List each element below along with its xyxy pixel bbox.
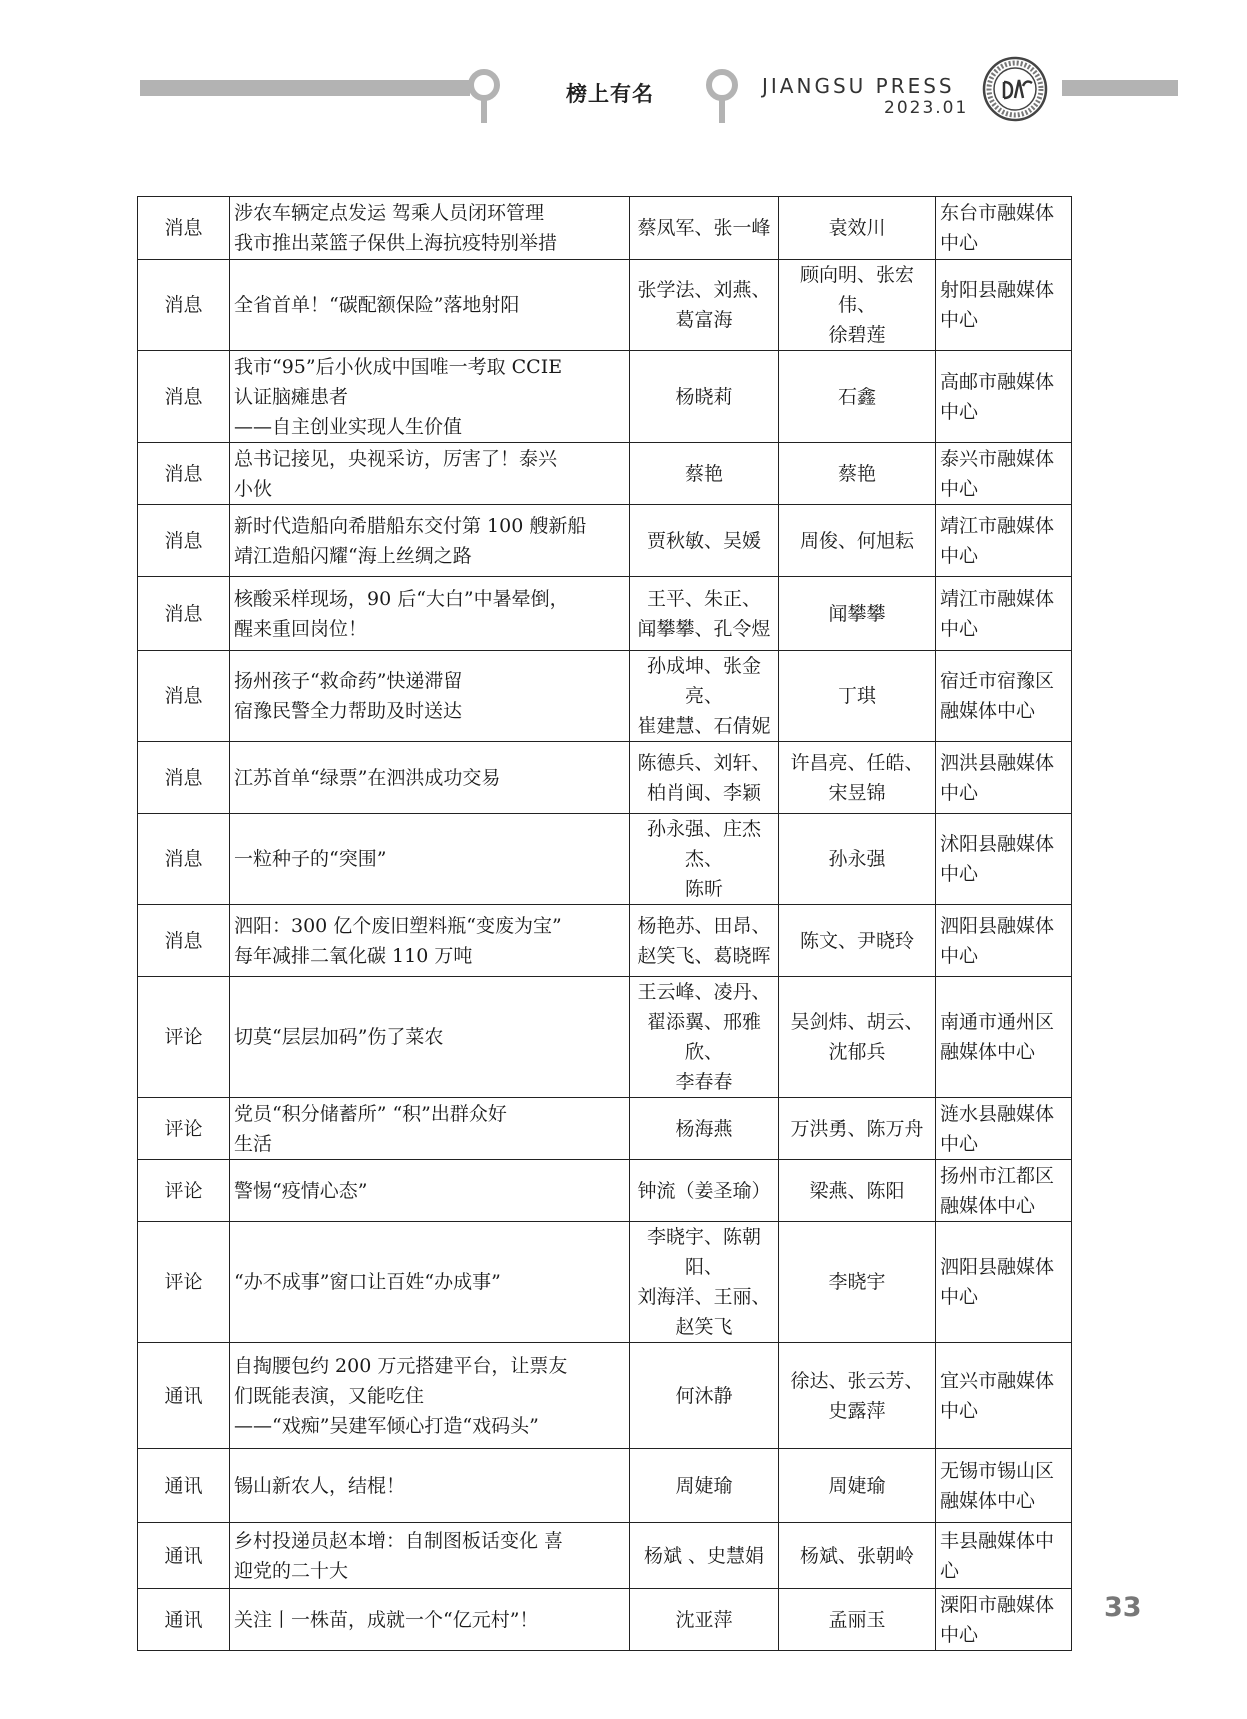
unit-cell-line: 中心 [940, 232, 979, 254]
authors-cell-line: 何沐静 [675, 1384, 733, 1407]
editors-cell-line: 万洪勇、陈万舟 [790, 1117, 924, 1140]
unit-cell-line: 中心 [940, 617, 979, 640]
table-row [138, 1523, 1072, 1589]
unit-cell-line: 泗阳县融媒体 [940, 1256, 1055, 1278]
unit-cell [936, 351, 1072, 443]
category-cell: 通讯 [138, 1449, 230, 1523]
unit-cell [936, 905, 1072, 977]
category-cell: 消息 [138, 814, 230, 905]
title-cell-line: 扬州孩子“救命药”快递滞留 [234, 670, 463, 692]
editors-cell-line: 周俊、何旭耘 [799, 529, 914, 552]
unit-cell-line: 泗阳县融媒体 [940, 914, 1055, 937]
unit-cell-line: 中心 [940, 544, 979, 567]
editors-cell-line: 李晓宇 [828, 1271, 886, 1293]
editors-cell-line: 周婕瑜 [828, 1474, 886, 1497]
category-cell: 消息 [138, 742, 230, 814]
title-cell [230, 977, 630, 1098]
unit-cell [936, 260, 1072, 351]
title-cell [230, 1098, 630, 1160]
editors-cell-line: 孟丽玉 [828, 1608, 886, 1631]
unit-cell [936, 1449, 1072, 1523]
authors-cell-line: 蔡凤军、张一峰 [637, 217, 771, 239]
editors-cell-line: 徐达、张云芳、 [790, 1369, 924, 1392]
unit-cell-line: 融媒体中心 [940, 700, 1036, 722]
authors-cell [630, 1160, 779, 1222]
title-cell-line: ——“戏痴”吴建军倾心打造“戏码头” [234, 1414, 539, 1437]
unit-cell-line: 融媒体中心 [940, 1041, 1036, 1063]
editors-cell-line: 许昌亮、任皓、 [790, 751, 924, 774]
editors-cell-line: 顾向明、张宏伟、 [799, 264, 914, 316]
unit-cell-line: 中心 [940, 400, 979, 423]
table-row [138, 505, 1072, 577]
table-row [138, 977, 1072, 1098]
unit-cell-line: 心 [940, 1559, 960, 1582]
unit-cell-line: 中心 [940, 863, 979, 885]
table-row [138, 1160, 1072, 1222]
title-cell-line: 迎党的二十大 [234, 1559, 349, 1582]
title-cell-line: 江苏首单“绿票”在泗洪成功交易 [234, 766, 501, 789]
unit-cell-line: 东台市融媒体 [940, 202, 1055, 224]
title-cell-line: 党员“积分储蓄所” “积”出群众好 [234, 1102, 507, 1125]
unit-cell-line: 中心 [940, 1399, 979, 1422]
authors-cell [630, 651, 779, 742]
title-cell-line: 关注丨一株苗，成就一个“亿元村”！ [234, 1608, 539, 1631]
authors-cell [630, 197, 779, 260]
authors-cell-line: 柏肖闽、李颖 [646, 781, 761, 804]
authors-cell [630, 443, 779, 505]
unit-cell [936, 197, 1072, 260]
title-cell [230, 1449, 630, 1523]
category-cell: 评论 [138, 1098, 230, 1160]
unit-cell-line: 中心 [940, 1623, 979, 1646]
title-cell [230, 905, 630, 977]
category-cell: 通讯 [138, 1523, 230, 1589]
unit-cell-line: 融媒体中心 [940, 1194, 1036, 1217]
unit-cell-line: 南通市通州区 [940, 1011, 1055, 1033]
editors-cell-line: 徐碧莲 [828, 324, 886, 346]
unit-cell-line: 泰兴市融媒体 [940, 447, 1055, 470]
table-row [138, 260, 1072, 351]
editors-cell-line: 蔡艳 [837, 462, 876, 485]
title-cell-line: 切莫“层层加码”伤了菜农 [234, 1026, 444, 1048]
table-row [138, 197, 1072, 260]
authors-cell [630, 1098, 779, 1160]
title-cell [230, 1343, 630, 1449]
category-cell: 评论 [138, 977, 230, 1098]
table-row [138, 905, 1072, 977]
authors-cell-line: 孙成坤、张金亮、 [646, 655, 761, 707]
title-cell [230, 1523, 630, 1589]
unit-cell-line: 泗洪县融媒体 [940, 751, 1055, 774]
editors-cell-line: 吴剑炜、胡云、 [790, 1011, 924, 1033]
editors-cell-line: 史露萍 [828, 1399, 886, 1422]
title-cell-line: 小伙 [234, 477, 273, 500]
title-cell [230, 1160, 630, 1222]
unit-cell [936, 651, 1072, 742]
authors-cell-line: 贾秋敏、吴媛 [646, 529, 761, 552]
category-cell: 消息 [138, 577, 230, 651]
unit-cell-line: 涟水县融媒体 [940, 1102, 1055, 1125]
authors-cell-line: 杨艳苏、田昂、 [637, 914, 771, 937]
title-cell [230, 577, 630, 651]
title-cell-line: 锡山新农人，结棍！ [234, 1474, 406, 1497]
unit-cell-line: 沭阳县融媒体 [940, 833, 1055, 855]
title-cell-line: ——自主创业实现人生价值 [234, 415, 463, 438]
unit-cell-line: 宜兴市融媒体 [940, 1369, 1055, 1392]
title-cell [230, 197, 630, 260]
table-row [138, 1449, 1072, 1523]
category-cell: 消息 [138, 905, 230, 977]
unit-cell-line: 中心 [940, 1286, 979, 1308]
editors-cell [779, 742, 936, 814]
authors-cell [630, 577, 779, 651]
table-row [138, 351, 1072, 443]
table-row [138, 1589, 1072, 1651]
title-cell [230, 260, 630, 351]
table-row [138, 742, 1072, 814]
title-cell-line: 警惕“疫情心态” [234, 1179, 368, 1202]
editors-cell-line: 孙永强 [828, 848, 886, 870]
issue-number: 2023.01 [884, 98, 969, 118]
category-cell: 消息 [138, 505, 230, 577]
title-cell [230, 814, 630, 905]
title-cell [230, 505, 630, 577]
title-cell-line: 核酸采样现场，90 后“大白”中暑晕倒， [234, 587, 569, 610]
title-cell-line: 我市“95”后小伙成中国唯一考取 CCIE [234, 355, 563, 378]
editors-cell [779, 651, 936, 742]
editors-cell-line: 闻攀攀 [828, 602, 886, 625]
authors-cell-line: 刘海洋、王丽、 [637, 1286, 771, 1308]
editors-cell-line: 陈文、尹晓玲 [799, 929, 914, 952]
unit-cell-line: 宿迁市宿豫区 [940, 670, 1055, 692]
header-bar-left [140, 80, 470, 96]
title-cell-line: 每年减排二氧化碳 110 万吨 [234, 944, 473, 967]
title-cell-line: 全省首单！“碳配额保险”落地射阳 [234, 294, 520, 316]
title-cell [230, 443, 630, 505]
title-cell-line: “办不成事”窗口让百姓“办成事” [234, 1271, 501, 1293]
association-seal-icon [982, 56, 1048, 122]
unit-cell [936, 443, 1072, 505]
unit-cell [936, 742, 1072, 814]
press-name: JIANGSU PRESS [762, 74, 955, 98]
authors-cell-line: 杨斌 、史慧娟 [643, 1544, 765, 1567]
category-cell: 消息 [138, 443, 230, 505]
table-row [138, 814, 1072, 905]
authors-cell-line: 蔡艳 [684, 462, 723, 485]
unit-cell [936, 977, 1072, 1098]
unit-cell [936, 1343, 1072, 1449]
unit-cell-line: 中心 [940, 781, 979, 804]
authors-cell [630, 905, 779, 977]
title-cell-line: 涉农车辆定点发运 驾乘人员闭环管理 [234, 202, 545, 224]
title-cell-line: 一粒种子的“突围” [234, 848, 387, 870]
unit-cell-line: 融媒体中心 [940, 1489, 1036, 1512]
category-cell: 通讯 [138, 1589, 230, 1651]
editors-cell [779, 977, 936, 1098]
title-cell [230, 351, 630, 443]
unit-cell [936, 577, 1072, 651]
unit-cell [936, 1098, 1072, 1160]
unit-cell-line: 扬州市江都区 [940, 1164, 1055, 1187]
title-cell-line: 自掏腰包约 200 万元搭建平台，让票友 [234, 1354, 568, 1377]
authors-cell [630, 814, 779, 905]
award-list-body [138, 197, 1072, 1651]
editors-cell-line: 杨斌、张朝岭 [799, 1544, 914, 1567]
authors-cell-line: 王平、朱正、 [646, 587, 761, 610]
title-cell [230, 742, 630, 814]
authors-cell [630, 977, 779, 1098]
title-cell [230, 1589, 630, 1651]
unit-cell [936, 1589, 1072, 1651]
title-cell-line: 们既能表演，又能吃住 [234, 1384, 425, 1407]
editors-cell-line: 石鑫 [837, 385, 876, 408]
editors-cell [779, 1222, 936, 1343]
category-cell: 消息 [138, 351, 230, 443]
unit-cell-line: 中心 [940, 309, 979, 331]
category-cell: 消息 [138, 197, 230, 260]
editors-cell [779, 905, 936, 977]
title-cell-line: 生活 [234, 1132, 273, 1155]
header-bar-right [1062, 80, 1178, 96]
table-row [138, 1098, 1072, 1160]
authors-cell-line: 赵笑飞 [675, 1316, 733, 1338]
category-cell: 评论 [138, 1160, 230, 1222]
title-cell [230, 1222, 630, 1343]
authors-cell [630, 742, 779, 814]
authors-cell-line: 陈德兵、刘轩、 [637, 751, 771, 774]
authors-cell-line: 赵笑飞、葛晓晖 [637, 944, 771, 967]
title-cell-line: 醒来重回岗位！ [234, 617, 368, 640]
editors-cell-line: 沈郁兵 [828, 1041, 886, 1063]
unit-cell-line: 射阳县融媒体 [940, 279, 1055, 301]
authors-cell-line: 杨海燕 [675, 1117, 733, 1140]
unit-cell-line: 靖江市融媒体 [940, 514, 1055, 537]
authors-cell [630, 1449, 779, 1523]
editors-cell [779, 197, 936, 260]
table-row [138, 1222, 1072, 1343]
category-cell: 消息 [138, 260, 230, 351]
title-cell [230, 651, 630, 742]
editors-cell-line: 梁燕、陈阳 [809, 1179, 905, 1202]
authors-cell [630, 1589, 779, 1651]
editors-cell [779, 1098, 936, 1160]
unit-cell-line: 中心 [940, 477, 979, 500]
pin-icon [704, 68, 740, 126]
authors-cell-line: 孙永强、庄杰杰、 [646, 818, 761, 870]
title-cell-line: 认证脑瘫患者 [234, 385, 349, 408]
editors-cell-line: 袁效川 [828, 217, 886, 239]
editors-cell-line: 宋昱锦 [828, 781, 886, 804]
title-cell-line: 我市推出菜篮子保供上海抗疫特别举措 [234, 232, 558, 254]
editors-cell [779, 260, 936, 351]
authors-cell-line: 陈昕 [684, 878, 723, 900]
unit-cell [936, 1222, 1072, 1343]
editors-cell [779, 505, 936, 577]
authors-cell-line: 杨晓莉 [675, 385, 733, 408]
unit-cell [936, 1160, 1072, 1222]
editors-cell [779, 1160, 936, 1222]
page-number: 33 [1104, 1592, 1142, 1623]
authors-cell [630, 1343, 779, 1449]
category-cell: 评论 [138, 1222, 230, 1343]
editors-cell [779, 1589, 936, 1651]
title-cell-line: 泗阳：300 亿个废旧塑料瓶“变废为宝” [234, 914, 562, 937]
editors-cell [779, 577, 936, 651]
unit-cell-line: 溧阳市融媒体 [940, 1593, 1055, 1616]
authors-cell-line: 王云峰、凌丹、 [637, 981, 771, 1003]
editors-cell [779, 1343, 936, 1449]
authors-cell [630, 505, 779, 577]
award-list-table [137, 196, 1072, 1651]
authors-cell-line: 沈亚萍 [675, 1608, 733, 1631]
table-row [138, 443, 1072, 505]
title-cell-line: 新时代造船向希腊船东交付第 100 艘新船 [234, 514, 587, 537]
authors-cell [630, 1523, 779, 1589]
table-row [138, 1343, 1072, 1449]
editors-cell [779, 1523, 936, 1589]
unit-cell-line: 中心 [940, 944, 979, 967]
category-cell: 消息 [138, 651, 230, 742]
unit-cell-line: 靖江市融媒体 [940, 587, 1055, 610]
unit-cell-line: 高邮市融媒体 [940, 370, 1055, 393]
unit-cell-line: 中心 [940, 1132, 979, 1155]
title-cell-line: 靖江造船闪耀“海上丝绸之路 [234, 544, 472, 567]
authors-cell-line: 葛富海 [675, 309, 733, 331]
title-cell-line: 乡村投递员赵本增：自制图板话变化 喜 [234, 1529, 564, 1552]
editors-cell [779, 814, 936, 905]
table-row [138, 651, 1072, 742]
authors-cell-line: 崔建慧、石倩妮 [637, 715, 771, 737]
authors-cell-line: 闻攀攀、孔令煜 [637, 617, 771, 640]
authors-cell [630, 1222, 779, 1343]
authors-cell-line: 张学法、刘燕、 [637, 279, 771, 301]
authors-cell-line: 钟流（姜圣瑜） [637, 1179, 771, 1202]
unit-cell [936, 505, 1072, 577]
unit-cell [936, 814, 1072, 905]
unit-cell-line: 无锡市锡山区 [940, 1459, 1055, 1482]
authors-cell-line: 李春春 [675, 1071, 733, 1093]
editors-cell [779, 443, 936, 505]
title-cell-line: 总书记接见，央视采访，厉害了！泰兴 [234, 447, 558, 470]
section-title: 榜上有名 [566, 82, 654, 106]
title-cell-line: 宿豫民警全力帮助及时送达 [234, 700, 463, 722]
authors-cell-line: 李晓宇、陈朝阳、 [646, 1226, 761, 1278]
editors-cell-line: 丁琪 [837, 685, 876, 707]
authors-cell [630, 351, 779, 443]
authors-cell [630, 260, 779, 351]
pin-icon [466, 68, 502, 126]
editors-cell [779, 351, 936, 443]
editors-cell [779, 1449, 936, 1523]
unit-cell [936, 1523, 1072, 1589]
category-cell: 通讯 [138, 1343, 230, 1449]
authors-cell-line: 周婕瑜 [675, 1474, 733, 1497]
unit-cell-line: 丰县融媒体中 [940, 1529, 1055, 1552]
table-row [138, 577, 1072, 651]
authors-cell-line: 翟添翼、邢雅欣、 [646, 1011, 761, 1063]
